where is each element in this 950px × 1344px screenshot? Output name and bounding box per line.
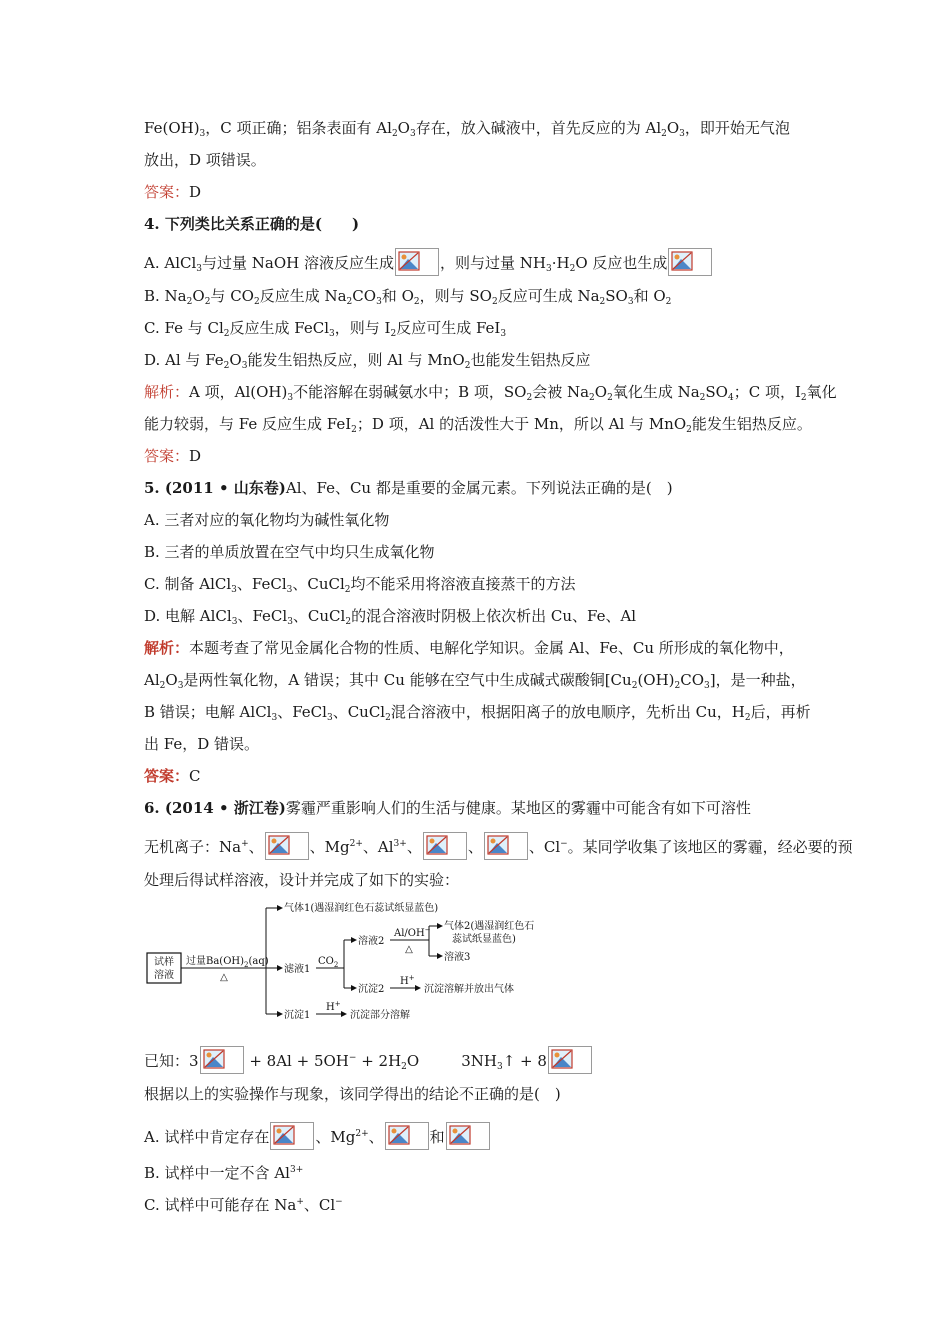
- option-5d: D. 电解 AlCl$_3$、FeCl$_3$、CuCl$_2$的混合溶液时阴极上依次析出 Cu、Fe、Al: [144, 607, 637, 627]
- solution3-label: 溶液3: [444, 952, 471, 963]
- question-6: 6. (2014 • 浙江卷)雾霾严重影响人们的生活与健康。某地区的雾霾中可能含有如下可溶性: [144, 799, 751, 817]
- explanation-4: 解析：A 项，$Al(OH)_3$不能溶解在弱碱氨水中；B 项，$SO_2$会被 $Na_2O_2$氧化生成 $Na_2SO_4$；C 项，$I_2$氧化: [144, 383, 837, 403]
- answer-line: 答案：D: [144, 183, 202, 201]
- solution2-label: 溶液2: [358, 936, 385, 947]
- answer-5: 答案：C: [144, 767, 201, 785]
- broken-image-icon: [423, 832, 467, 860]
- broken-image-icon: [265, 832, 309, 860]
- option-5c: C. 制备 AlCl$_3$、FeCl$_3$、CuCl$_2$均不能采用将溶液直接蒸干的方法: [144, 575, 576, 595]
- heat-symbol: △: [220, 972, 228, 983]
- explanation-5: 解析：本题考查了常见金属化合物的性质、电解化学知识。金属 Al、Fe、Cu 所形成的氧化物中，: [144, 639, 794, 657]
- option-6b: B. 试样中一定不含 $Al^{3+}$: [144, 1164, 304, 1182]
- question-4: 4. 下列类比关系正确的是( ): [144, 215, 360, 233]
- option-5a: A. 三者对应的氧化物均为碱性氧化物: [144, 511, 390, 529]
- text-line: $Fe(OH)_3$，C 项正确；铝条表面有 $Al_2O_3$存在，放入碱液中，首先反应的为 $Al_2O_3$，即开始无气泡: [144, 119, 790, 139]
- h-plus-label: H+: [400, 974, 415, 987]
- broken-image-icon: [548, 1046, 592, 1074]
- explanation-4-cont: 能力较弱，与 Fe 反应生成 FeI$_2$；D 项，Al 的活泼性大于 Mn，所以 Al 与 MnO$_2$能发生铝热反应。: [144, 415, 812, 435]
- question-6-ask: 根据以上的实验操作与现象，该同学得出的结论不正确的是( ): [144, 1085, 561, 1103]
- h-plus-label: H+: [326, 1000, 341, 1013]
- explanation-5-cont: $Al_2O_3$是两性氧化物，A 错误；其中 Cu 能够在空气中生成碱式碳酸铜$[Cu_2(OH)_2CO_3]$，是一种盐，: [144, 671, 806, 691]
- broken-image-icon: [200, 1046, 244, 1074]
- broken-image-icon: [395, 248, 439, 276]
- option-6c: C. 试样中可能存在 Na+、Cl−: [144, 1196, 343, 1214]
- question-6-ions: 无机离子：Na+、 、$Mg^{2+}$、$Al^{3+}$、 、 、Cl−。某同学收集了该地区的雾霾，经必要的预: [144, 832, 853, 860]
- broken-image-icon: [385, 1122, 429, 1150]
- broken-image-icon: [270, 1122, 314, 1150]
- gas2-label: 气体2(遇湿润红色石: [444, 921, 535, 932]
- experiment-flow-diagram: [144, 896, 564, 1028]
- known-equation: 已知：3 + $8Al + 5OH^- + 2H_2O$ $3NH_3↑ + 8$: [144, 1046, 593, 1077]
- precip2-label: 沉淀2: [358, 984, 385, 995]
- question-6-setup: 处理后得试样溶液，设计并完成了如下的实验：: [144, 871, 460, 889]
- precip2-result: 沉淀溶解并放出气体: [424, 984, 514, 995]
- option-4b: B. $Na_2O_2$与 $CO_2$反应生成 $Na_2CO_3$和 $O_2$，则与 $SO_2$反应可生成 $Na_2SO_3$和 $O_2$: [144, 287, 672, 307]
- precip1-label: 沉淀1: [284, 1010, 311, 1021]
- heat-symbol: △: [405, 944, 413, 955]
- option-4d: D. Al 与 $Fe_2O_3$能发生铝热反应，则 Al 与 MnO$_2$也能发生铝热反应: [144, 351, 591, 371]
- gas2-label: 蕊试纸显蓝色): [452, 934, 516, 945]
- sample-label: 溶液: [154, 970, 174, 981]
- co2-label: $CO_2$: [318, 956, 339, 969]
- sample-label: 试样: [154, 957, 174, 968]
- explanation-5-cont: 出 Fe，D 错误。: [144, 735, 260, 753]
- broken-image-icon: [668, 248, 712, 276]
- option-4a: A. AlCl$_3$与过量 NaOH 溶液反应生成 ，则与过量 $NH_3\cdot H_2O$ 反应也生成: [144, 248, 713, 279]
- question-5: 5. (2011 • 山东卷)Al、Fe、Cu 都是重要的金属元素。下列说法正确的是( ): [144, 479, 673, 497]
- gas1-label: 气体1(遇湿润红色石蕊试纸显蓝色): [284, 903, 439, 914]
- answer-4: 答案：D: [144, 447, 202, 465]
- reagent-label: 过量$Ba(OH)_2(aq)$: [186, 956, 269, 969]
- option-6a: A. 试样中肯定存在 、$Mg^{2+}$、 和: [144, 1122, 491, 1150]
- broken-image-icon: [446, 1122, 490, 1150]
- option-5b: B. 三者的单质放置在空气中均只生成氧化物: [144, 543, 435, 561]
- filtrate1-label: 滤液1: [284, 964, 311, 975]
- broken-image-icon: [484, 832, 528, 860]
- option-4c: C. Fe 与 $Cl_2$反应生成 FeCl$_3$，则与 $I_2$反应可生成 FeI$_3$: [144, 319, 507, 339]
- text-line: 放出，D 项错误。: [144, 151, 266, 169]
- explanation-5-cont: B 错误；电解 AlCl$_3$、FeCl$_3$、CuCl$_2$混合溶液中，根据阳离子的放电顺序，先析出 Cu，$H_2$后，再析: [144, 703, 811, 723]
- al-oh-label: Al/OH−: [394, 926, 431, 939]
- precip1-result: 沉淀部分溶解: [350, 1010, 410, 1021]
